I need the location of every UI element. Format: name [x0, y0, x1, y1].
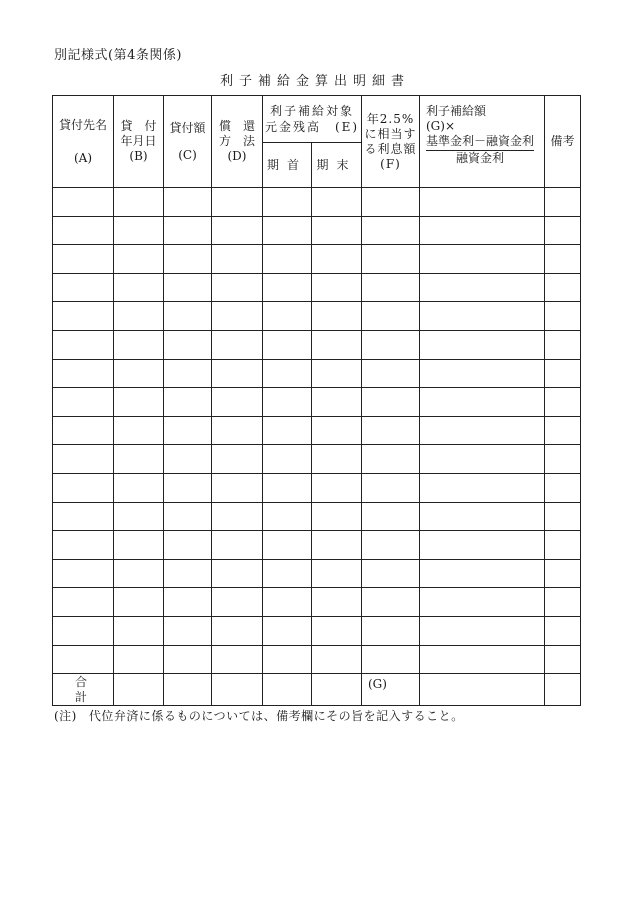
table-cell[interactable]	[263, 188, 312, 217]
formula-denominator: 融資金利	[455, 151, 504, 165]
table-cell[interactable]	[164, 473, 212, 502]
table-cell[interactable]	[114, 245, 164, 274]
table-cell[interactable]	[263, 588, 312, 617]
col-header-interest-amount-code: (F)	[380, 156, 401, 171]
table-cell[interactable]	[420, 302, 545, 331]
col-header-interest-amount-label1: 年2.5%	[366, 111, 415, 126]
table-cell[interactable]	[545, 188, 581, 217]
table-cell[interactable]	[164, 302, 212, 331]
table-cell[interactable]	[164, 445, 212, 474]
table-cell[interactable]	[545, 359, 581, 388]
table-cell[interactable]	[545, 645, 581, 674]
table-cell[interactable]	[263, 502, 312, 531]
table-cell[interactable]	[212, 559, 263, 588]
table-cell[interactable]	[362, 216, 420, 245]
table-cell[interactable]	[114, 388, 164, 417]
table-cell[interactable]	[212, 416, 263, 445]
col-header-loan-date	[114, 96, 164, 188]
col-header-subsidy-amount-label1: 利子補給額	[426, 104, 487, 118]
footnote-mark: (注)	[54, 709, 77, 723]
table-cell[interactable]	[53, 330, 114, 359]
table-row	[53, 330, 581, 359]
table-cell[interactable]	[114, 445, 164, 474]
table-cell[interactable]	[545, 245, 581, 274]
formula-numerator: 基準金利－融資金利	[426, 134, 534, 151]
table-cell[interactable]	[420, 616, 545, 645]
table-cell[interactable]	[53, 188, 114, 217]
table-cell[interactable]	[420, 359, 545, 388]
table-cell[interactable]	[420, 473, 545, 502]
table-row	[53, 531, 581, 560]
table-cell[interactable]	[164, 502, 212, 531]
table-cell[interactable]	[164, 645, 212, 674]
col-header-remarks: 備考	[545, 96, 581, 188]
table-cell[interactable]	[164, 616, 212, 645]
table-cell[interactable]	[212, 302, 263, 331]
table-cell[interactable]	[420, 330, 545, 359]
table-cell[interactable]	[53, 416, 114, 445]
table-cell[interactable]	[362, 416, 420, 445]
table-cell[interactable]	[362, 273, 420, 302]
table-cell[interactable]	[164, 359, 212, 388]
table-cell[interactable]	[545, 473, 581, 502]
table-cell[interactable]	[212, 273, 263, 302]
table-cell[interactable]	[53, 645, 114, 674]
table-cell[interactable]	[212, 473, 263, 502]
table-cell[interactable]	[312, 645, 362, 674]
table-cell[interactable]	[53, 216, 114, 245]
table-cell[interactable]	[420, 502, 545, 531]
table-cell[interactable]	[545, 445, 581, 474]
table-cell[interactable]	[164, 531, 212, 560]
table-cell[interactable]	[53, 359, 114, 388]
table-cell[interactable]	[420, 388, 545, 417]
total-row	[53, 674, 581, 706]
col-header-principal-balance	[263, 96, 362, 143]
table-cell[interactable]	[362, 188, 420, 217]
table-cell[interactable]	[362, 330, 420, 359]
table-cell[interactable]	[114, 531, 164, 560]
table-cell[interactable]	[312, 559, 362, 588]
col-header-repayment-method-label2: 方 法	[218, 134, 255, 148]
table-cell[interactable]	[420, 416, 545, 445]
table-cell[interactable]	[312, 416, 362, 445]
table-row	[53, 616, 581, 645]
table-cell[interactable]	[545, 330, 581, 359]
table-cell[interactable]	[53, 245, 114, 274]
table-row	[53, 445, 581, 474]
table-row	[53, 645, 581, 674]
table-cell[interactable]	[545, 559, 581, 588]
table-row	[53, 245, 581, 274]
table-row	[53, 359, 581, 388]
table-cell[interactable]	[362, 245, 420, 274]
table-cell[interactable]	[114, 330, 164, 359]
table-cell[interactable]	[212, 445, 263, 474]
table-cell[interactable]	[312, 188, 362, 217]
table-cell[interactable]	[53, 388, 114, 417]
table-cell[interactable]	[164, 188, 212, 217]
table-cell[interactable]	[114, 616, 164, 645]
table-row	[53, 216, 581, 245]
table-row	[53, 302, 581, 331]
table-row	[53, 588, 581, 617]
table-cell[interactable]	[263, 445, 312, 474]
table-cell[interactable]	[114, 188, 164, 217]
table-cell[interactable]	[53, 531, 114, 560]
table-cell[interactable]	[53, 302, 114, 331]
col-header-loan-amount-label: 貸付額	[169, 120, 206, 135]
col-header-loan-amount	[164, 96, 212, 188]
table-row	[53, 559, 581, 588]
table-cell[interactable]	[53, 616, 114, 645]
table-cell[interactable]	[420, 531, 545, 560]
table-cell[interactable]	[263, 359, 312, 388]
table-row	[53, 388, 581, 417]
table-cell[interactable]	[362, 302, 420, 331]
col-header-loan-date-code: (B)	[129, 149, 148, 163]
total-cell-d[interactable]	[212, 674, 263, 706]
table-cell[interactable]	[263, 273, 312, 302]
table-cell[interactable]	[164, 559, 212, 588]
table-cell[interactable]	[212, 588, 263, 617]
table-cell[interactable]	[545, 388, 581, 417]
table-cell[interactable]	[312, 273, 362, 302]
col-header-period-start: 期首	[263, 143, 312, 188]
table-cell[interactable]	[362, 645, 420, 674]
table-cell[interactable]	[164, 416, 212, 445]
table-cell[interactable]	[164, 216, 212, 245]
form-reference: 別記様式(第4条関係)	[54, 48, 182, 63]
table-cell[interactable]	[545, 273, 581, 302]
table-cell[interactable]	[212, 388, 263, 417]
table-row	[53, 502, 581, 531]
total-cell-e-start[interactable]	[263, 674, 312, 706]
table-cell[interactable]	[263, 388, 312, 417]
table-cell[interactable]	[420, 588, 545, 617]
table-cell[interactable]	[263, 245, 312, 274]
table-cell[interactable]	[53, 559, 114, 588]
table-cell[interactable]	[114, 216, 164, 245]
table-cell[interactable]	[263, 559, 312, 588]
table-cell[interactable]	[53, 273, 114, 302]
table-cell[interactable]	[164, 273, 212, 302]
col-header-repayment-method	[212, 96, 263, 188]
table-cell[interactable]	[312, 531, 362, 560]
table-cell[interactable]	[114, 302, 164, 331]
table-cell[interactable]	[545, 616, 581, 645]
table-cell[interactable]	[362, 588, 420, 617]
col-header-subsidy-amount	[420, 96, 545, 188]
total-cell-e-end[interactable]	[312, 674, 362, 706]
table-cell[interactable]	[312, 502, 362, 531]
table-cell[interactable]	[263, 330, 312, 359]
table-cell[interactable]	[312, 473, 362, 502]
table-row	[53, 273, 581, 302]
table-cell[interactable]	[114, 588, 164, 617]
footnote	[54, 707, 464, 724]
table-row	[53, 473, 581, 502]
table-cell[interactable]	[212, 330, 263, 359]
table-cell[interactable]	[114, 502, 164, 531]
table-cell[interactable]	[53, 473, 114, 502]
table-cell[interactable]	[362, 559, 420, 588]
table-cell[interactable]	[114, 273, 164, 302]
table-cell[interactable]	[212, 216, 263, 245]
table-cell[interactable]	[545, 588, 581, 617]
table-cell[interactable]	[212, 616, 263, 645]
col-header-interest-amount-label2: に相当す	[364, 126, 417, 141]
table-cell[interactable]	[312, 588, 362, 617]
table-cell[interactable]	[212, 502, 263, 531]
table-cell[interactable]	[114, 416, 164, 445]
col-header-period-end: 期末	[312, 143, 362, 188]
table-cell[interactable]	[114, 359, 164, 388]
table-cell[interactable]	[263, 473, 312, 502]
total-cell-remarks[interactable]	[545, 674, 581, 706]
table-cell[interactable]	[312, 445, 362, 474]
table-cell[interactable]	[420, 645, 545, 674]
col-header-borrower-label: 貸付先名	[58, 117, 107, 132]
table-cell[interactable]	[212, 245, 263, 274]
footnote-text: 代位弁済に係るものについては、備考欄にその旨を記入すること。	[88, 709, 464, 723]
statement-rows	[53, 188, 581, 674]
total-cell-c[interactable]	[164, 674, 212, 706]
table-cell[interactable]	[164, 245, 212, 274]
table-cell[interactable]	[420, 445, 545, 474]
table-cell[interactable]	[312, 302, 362, 331]
table-cell[interactable]	[362, 473, 420, 502]
col-header-borrower-code: (A)	[73, 150, 93, 165]
table-cell[interactable]	[312, 616, 362, 645]
col-header-loan-amount-code: (C)	[178, 147, 197, 162]
table-row	[53, 188, 581, 217]
col-header-borrower	[53, 96, 114, 188]
table-cell[interactable]	[362, 502, 420, 531]
table-cell[interactable]	[545, 502, 581, 531]
table-row	[53, 416, 581, 445]
col-header-principal-balance-label1: 利子補給対象	[269, 103, 354, 118]
statement-table	[52, 95, 581, 706]
table-cell[interactable]	[362, 616, 420, 645]
table-cell[interactable]	[263, 302, 312, 331]
col-header-subsidy-amount-label2: (G)×	[426, 119, 456, 133]
table-cell[interactable]	[212, 645, 263, 674]
document-title: 利子補給金算出明細書	[219, 74, 410, 89]
col-header-loan-date-label1: 貸 付	[120, 119, 157, 133]
total-cell-g[interactable]	[420, 674, 545, 706]
table-cell[interactable]	[164, 588, 212, 617]
col-header-interest-amount	[362, 96, 420, 188]
col-header-loan-date-label2: 年月日	[120, 134, 157, 148]
table-cell[interactable]	[545, 302, 581, 331]
table-cell[interactable]	[263, 645, 312, 674]
table-cell[interactable]	[362, 531, 420, 560]
table-cell[interactable]	[312, 330, 362, 359]
table-cell[interactable]	[114, 559, 164, 588]
table-cell[interactable]	[312, 388, 362, 417]
table-cell[interactable]	[362, 445, 420, 474]
col-header-principal-balance-label2: 元金残高 (E)	[264, 120, 360, 135]
total-cell-b[interactable]	[114, 674, 164, 706]
table-cell[interactable]	[312, 245, 362, 274]
col-header-repayment-method-label1: 償 還	[218, 119, 255, 133]
table-cell[interactable]	[212, 359, 263, 388]
table-cell[interactable]	[164, 388, 212, 417]
table-cell[interactable]	[164, 330, 212, 359]
table-cell[interactable]	[420, 273, 545, 302]
table-cell[interactable]	[53, 588, 114, 617]
total-cell-f-code[interactable]: (G)	[362, 674, 420, 706]
total-label: 合計	[53, 674, 114, 706]
table-cell[interactable]	[312, 216, 362, 245]
table-cell[interactable]	[420, 188, 545, 217]
col-header-repayment-method-code: (D)	[227, 149, 247, 163]
table-cell[interactable]	[114, 645, 164, 674]
table-cell[interactable]	[53, 502, 114, 531]
table-cell[interactable]	[312, 359, 362, 388]
table-cell[interactable]	[263, 216, 312, 245]
table-cell[interactable]	[212, 188, 263, 217]
table-cell[interactable]	[420, 216, 545, 245]
table-cell[interactable]	[263, 531, 312, 560]
col-header-interest-amount-label3: る利息額	[364, 141, 417, 156]
table-cell[interactable]	[420, 559, 545, 588]
table-cell[interactable]	[263, 616, 312, 645]
table-cell[interactable]	[212, 531, 263, 560]
table-cell[interactable]	[263, 416, 312, 445]
table-cell[interactable]	[545, 216, 581, 245]
table-cell[interactable]	[114, 473, 164, 502]
table-cell[interactable]	[362, 388, 420, 417]
table-cell[interactable]	[545, 416, 581, 445]
table-cell[interactable]	[362, 359, 420, 388]
table-cell[interactable]	[420, 245, 545, 274]
table-cell[interactable]	[53, 445, 114, 474]
table-cell[interactable]	[545, 531, 581, 560]
